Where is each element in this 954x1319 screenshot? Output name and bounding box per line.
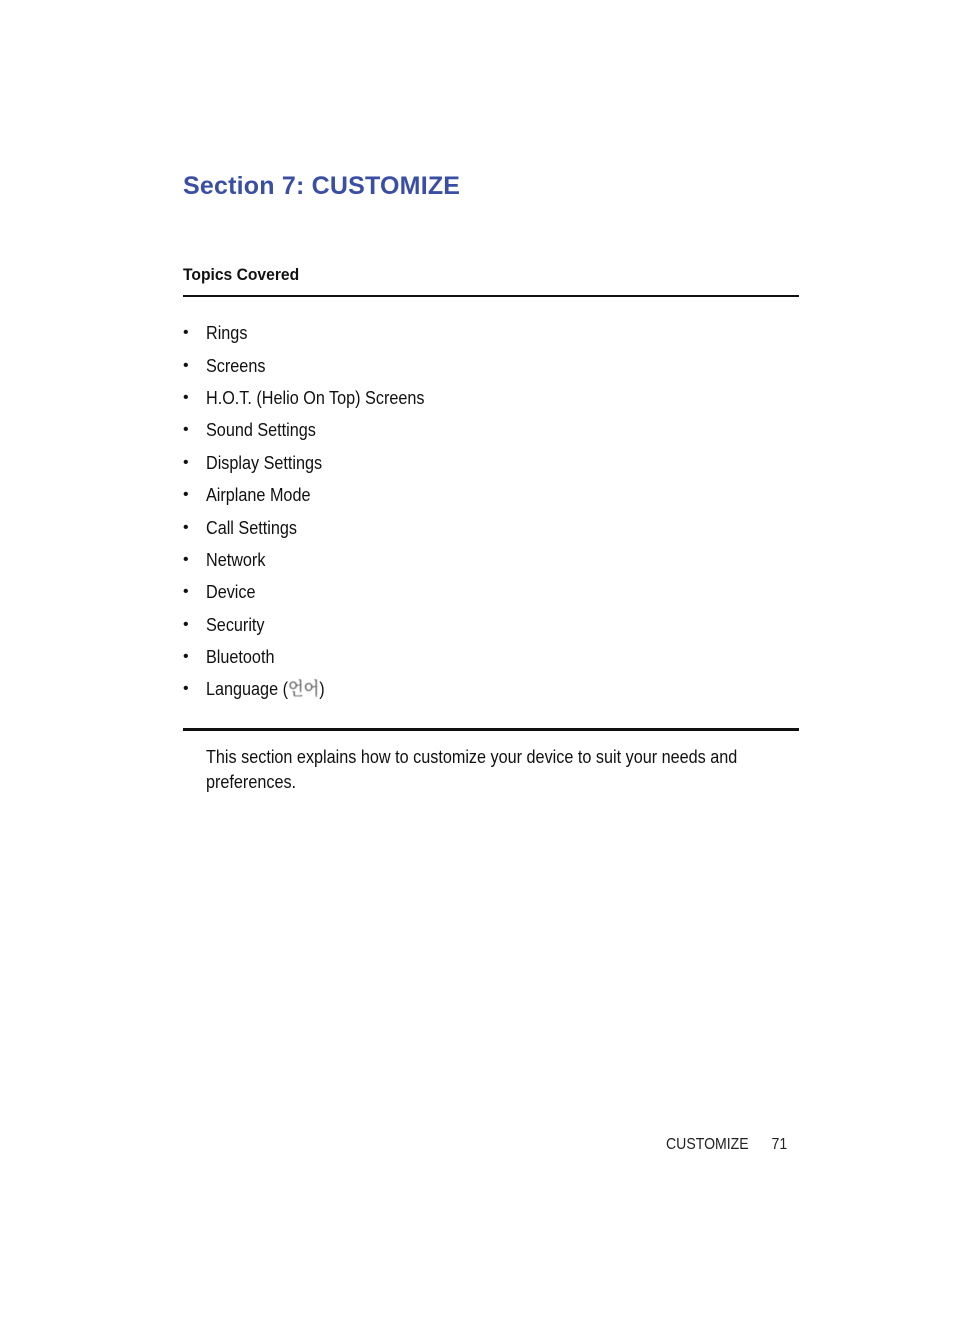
list-item	[183, 414, 449, 446]
list-item	[183, 447, 449, 479]
bottom-divider	[183, 728, 799, 731]
list-item-label: H.O.T. (Helio On Top) Screens	[206, 387, 425, 408]
list-item-label: Network	[206, 549, 266, 570]
list-item-label: Sound Settings	[206, 420, 316, 441]
list-item-label: Airplane Mode	[206, 485, 311, 506]
list-item-label: Display Settings	[206, 452, 323, 473]
list-item	[183, 511, 449, 543]
list-item	[183, 382, 449, 414]
list-item-label: Rings	[206, 323, 248, 344]
topics-heading: Topics Covered	[183, 265, 300, 284]
list-item	[183, 609, 449, 641]
list-item	[183, 479, 449, 511]
list-item	[183, 317, 449, 349]
language-label	[206, 674, 325, 705]
list-item-label: Security	[206, 614, 265, 635]
footer-section-name: CUSTOMIZE	[666, 1136, 749, 1153]
bullet-icon: •	[183, 421, 189, 439]
bullet-icon: •	[183, 550, 189, 568]
list-item-label: Screens	[206, 355, 266, 376]
page-title: Section 7: CUSTOMIZE	[183, 172, 461, 200]
language-label-prefix: Language (	[206, 678, 288, 699]
language-label-suffix: )	[319, 678, 325, 699]
bullet-icon: •	[183, 583, 189, 601]
intro-paragraph: This section explains how to customize your device to suit your needs and preferences.	[206, 747, 738, 792]
list-item-label: Call Settings	[206, 517, 297, 538]
top-divider	[183, 295, 799, 297]
list-item-label: Bluetooth	[206, 647, 275, 668]
bullet-icon: •	[183, 388, 189, 406]
bullet-icon: •	[183, 324, 189, 342]
page-footer	[666, 1136, 787, 1154]
bullet-icon: •	[183, 356, 189, 374]
topics-list	[183, 317, 449, 706]
bullet-icon: •	[183, 648, 189, 666]
bullet-icon: •	[183, 615, 189, 633]
bullet-icon: •	[183, 486, 189, 504]
list-item	[183, 544, 449, 576]
list-item	[183, 576, 449, 608]
bullet-icon: •	[183, 518, 189, 536]
list-item-label: Device	[206, 582, 256, 603]
bullet-icon: •	[183, 453, 189, 471]
korean-language-word: 언어	[287, 678, 320, 700]
page-number: 71	[771, 1136, 788, 1153]
list-item	[183, 641, 449, 673]
list-item-language	[183, 673, 449, 705]
list-item	[183, 349, 449, 381]
bullet-icon: •	[183, 680, 189, 698]
